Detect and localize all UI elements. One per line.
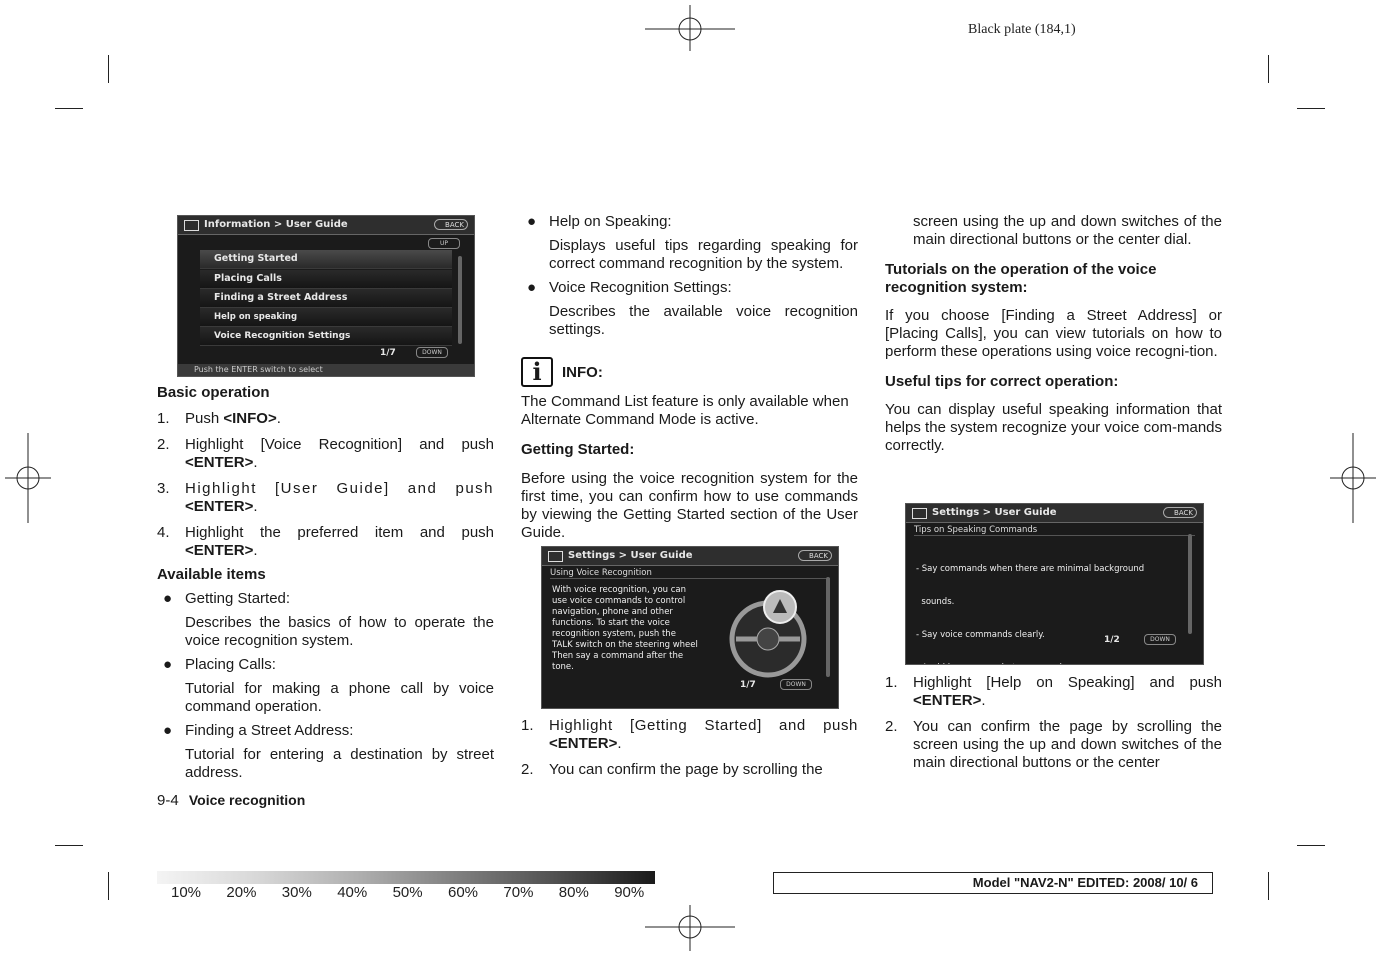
- gray-scale-bar: [157, 871, 655, 884]
- screen-body: With voice recognition, you can use voice commands to control navigation, phone and other functions. To start the voice recognition system, push the TALK switch on the steering wheel Then say a command after the tone.: [552, 585, 698, 672]
- step-item: 1. Push <INFO>.: [157, 410, 281, 427]
- section-heading: Useful tips for correct operation:: [885, 373, 1119, 390]
- section-heading: Available items: [157, 566, 266, 583]
- crop-mark: [55, 845, 83, 846]
- bullet-item: ● Help on Speaking:: [527, 213, 672, 230]
- crop-mark: [108, 872, 109, 900]
- paragraph: screen using the up and down switches of the main directional buttons or the center dial.: [913, 213, 1222, 248]
- bullet-description: Displays useful tips regarding speaking for correct command recognition by the system.: [549, 237, 858, 272]
- registration-target-icon: [1330, 433, 1376, 523]
- paragraph: If you choose [Finding a Street Address] or [Placing Calls], you can view tutorials on how to perform these operations using voice recogni-tion.: [885, 307, 1222, 360]
- screen-title-bar: [178, 216, 474, 235]
- list-item[interactable]: Help on speaking: [200, 308, 452, 327]
- bullet-description: Tutorial for making a phone call by voice command operation.: [185, 680, 494, 715]
- step-item: 2. Highlight [Voice Recognition] and push <ENTER>.: [157, 436, 494, 471]
- crop-mark: [108, 55, 109, 83]
- info-icon: [184, 220, 199, 231]
- middle-column-steps: [521, 717, 858, 779]
- paragraph: Before using the voice recognition system for the first time, you can confirm how to use commands by viewing the Getting Started section of the User Guide.: [521, 470, 858, 541]
- right-column: [885, 213, 1222, 455]
- screen-title: Information > User Guide: [204, 219, 348, 230]
- gray-scale-percent-label: 70%: [503, 884, 534, 901]
- gray-scale-percent-label: 10%: [171, 884, 202, 901]
- list-item[interactable]: Placing Calls: [200, 270, 452, 289]
- screen-information-user-guide: [177, 215, 475, 377]
- right-column-steps: [885, 674, 1222, 772]
- screen-body: - Say commands when there are minimal background sounds. - Say voice commands clearly.: [916, 564, 1145, 640]
- registration-target-icon: [645, 905, 735, 951]
- bullet-item: ● Placing Calls:: [163, 656, 276, 673]
- step-item: 2. You can confirm the page by scrolling the screen using the up and down switches of the main directional buttons or the center: [885, 718, 1222, 771]
- step-item: 1. Highlight [Getting Started] and push <ENTER>.: [521, 717, 858, 752]
- bullet-item: ● Finding a Street Address:: [163, 722, 354, 739]
- registration-target-icon: [5, 433, 51, 523]
- back-button[interactable]: BACK: [1163, 507, 1197, 518]
- bullet-item: ● Getting Started:: [163, 590, 291, 607]
- bullet-description: Describes the available voice recognition settings.: [549, 303, 858, 338]
- gray-scale-percent-label: 90%: [614, 884, 645, 901]
- model-edited-box: Model "NAV2-N" EDITED: 2008/ 10/ 6: [773, 872, 1213, 894]
- gray-scale-percent-label: 50%: [392, 884, 423, 901]
- section-heading: Basic operation: [157, 384, 270, 401]
- page-indicator: 1/7: [740, 680, 756, 690]
- page-indicator: 1/7: [380, 348, 396, 358]
- info-icon: i: [521, 357, 553, 387]
- list-item[interactable]: Finding a Street Address: [200, 289, 452, 308]
- step-item: 2. You can confirm the page by scrolling the: [521, 761, 823, 778]
- gray-scale-percent-label: 40%: [337, 884, 368, 901]
- bullet-item: ● Voice Recognition Settings:: [527, 279, 732, 296]
- crop-mark: [1268, 55, 1269, 83]
- gray-scale-percent-label: 60%: [448, 884, 479, 901]
- screen-title: Settings > User Guide: [932, 507, 1057, 518]
- gray-scale-percent-label: 30%: [281, 884, 312, 901]
- gray-scale-percent-label: 80%: [558, 884, 589, 901]
- page-indicator: 1/2: [1104, 635, 1120, 645]
- crop-mark: [1268, 872, 1269, 900]
- list-item[interactable]: Voice Recognition Settings: [200, 327, 452, 346]
- info-text: The Command List feature is only available when Alternate Command Mode is active.: [521, 393, 849, 428]
- back-button[interactable]: BACK: [798, 550, 832, 561]
- screen-tips-on-speaking: [905, 503, 1204, 665]
- step-item: 1. Highlight [Help on Speaking] and push <ENTER>.: [885, 674, 1222, 709]
- crop-mark: [1297, 108, 1325, 109]
- left-column: [157, 384, 494, 782]
- steering-wheel-icon: [718, 581, 818, 681]
- crop-mark: [1297, 845, 1325, 846]
- list-item[interactable]: Getting Started: [200, 250, 452, 269]
- bullet-description: Describes the basics of how to operate the voice recognition system.: [185, 614, 494, 649]
- up-button[interactable]: UP: [428, 238, 460, 249]
- paragraph: You can display useful speaking information that helps the system recognize your voice com-mands correctly.: [885, 401, 1222, 454]
- screen-title: Settings > User Guide: [568, 550, 693, 561]
- step-item: 3. Highlight [User Guide] and push <ENTER>.: [157, 480, 494, 515]
- gray-scale-percent-label: 20%: [226, 884, 257, 901]
- screen-title-bar: [542, 547, 838, 566]
- down-button[interactable]: DOWN: [416, 347, 448, 358]
- section-heading: Tutorials on the operation of the voice recognition system:: [885, 261, 1157, 296]
- middle-column: [521, 213, 858, 542]
- settings-icon: [548, 551, 563, 562]
- screen-using-voice-recognition: [541, 546, 839, 709]
- section-name: Voice recognition: [188, 792, 306, 808]
- bullet-description: Tutorial for entering a destination by street address.: [185, 746, 494, 781]
- scrollbar[interactable]: [1188, 534, 1192, 634]
- section-heading: Getting Started:: [521, 441, 635, 458]
- page-footer-label: [157, 792, 305, 809]
- info-label: INFO:: [562, 364, 603, 381]
- step-item: 4. Highlight the preferred item and push <ENTER>.: [157, 524, 494, 559]
- page-number: 9-4: [157, 792, 179, 809]
- scrollbar[interactable]: [826, 577, 830, 677]
- scrollbar[interactable]: [458, 256, 462, 344]
- screen-footer: Push the ENTER switch to select: [178, 364, 474, 376]
- registration-target-icon: [645, 5, 735, 51]
- settings-icon: [912, 508, 927, 519]
- screen-title-bar: [906, 504, 1203, 523]
- plate-label: Black plate (184,1): [968, 22, 1076, 37]
- screen-subtitle: Using Voice Recognition: [550, 568, 830, 579]
- screen-subtitle: Tips on Speaking Commands: [914, 525, 1195, 536]
- down-button[interactable]: DOWN: [780, 679, 812, 690]
- down-button[interactable]: DOWN: [1144, 634, 1176, 645]
- back-button[interactable]: BACK: [434, 219, 468, 230]
- crop-mark: [55, 108, 83, 109]
